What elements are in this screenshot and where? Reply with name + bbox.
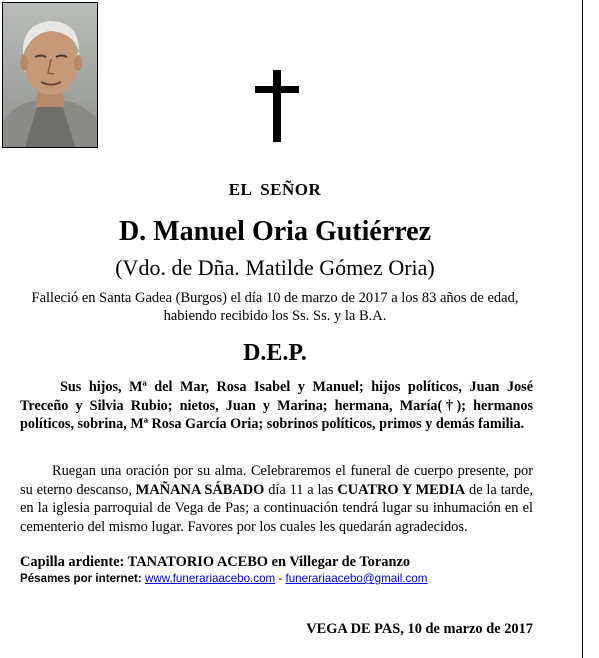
- title-prefix: EL SEÑOR: [228, 180, 322, 199]
- deceased-name: D. Manuel Oria Gutiérrez: [118, 216, 432, 247]
- condolences-label: Pésames por internet:: [20, 572, 142, 585]
- page-border: [582, 0, 583, 658]
- dep-heading: D.E.P.: [243, 340, 307, 366]
- family-paragraph: Sus hijos, Mª del Mar, Rosa Isabel y Manuel; hijos políticos, Juan José Treceño y Silvia Rubio; nietos, Juan y Marina; hermana, María(†); hermanos políticos, sobrina, Mª Rosa García Oria; sobrinos políticos, primos y demás familia.: [20, 379, 533, 432]
- funeral-paragraph: [20, 462, 533, 536]
- place-date: VEGA DE PAS, 10 de marzo de 2017: [306, 621, 533, 637]
- portrait-photo: [2, 2, 98, 148]
- death-notice: Falleció en Santa Gadea (Burgos) el día 10 de marzo de 2017 a los 83 años de edad, habiendo recibido los Ss. Ss. y la B.A.: [31, 290, 519, 324]
- widow-of: (Vdo. de Dña. Matilde Gómez Oria): [115, 255, 435, 280]
- funeral-text-3: de la tarde, en la iglesia parroquial de Vega de Pas; a continuación tendrá lugar su inhumación en el cementerio del mismo lugar. Favores por los cuales les quedarán agradecidos.: [20, 481, 533, 535]
- website-link[interactable]: www.funerariaacebo.com: [145, 572, 276, 585]
- funeral-day: MAÑANA SÁBADO: [135, 481, 265, 498]
- funeral-time: CUATRO Y MEDIA: [337, 481, 466, 498]
- condolences-separator: -: [275, 572, 286, 585]
- condolences-line: [20, 572, 427, 585]
- chapel-info: Capilla ardiente: TANATORIO ACEBO en Villegar de Toranzo: [20, 554, 411, 570]
- cross-icon: [255, 70, 299, 142]
- portrait-icon: [3, 3, 97, 147]
- funeral-text-2: día 11 a las: [264, 481, 338, 498]
- email-link[interactable]: funerariaacebo@gmail.com: [285, 572, 428, 585]
- funeral-text-1: Ruegan una oración por su alma. Celebraremos el funeral de cuerpo presente, por su eterno descanso,: [20, 463, 533, 498]
